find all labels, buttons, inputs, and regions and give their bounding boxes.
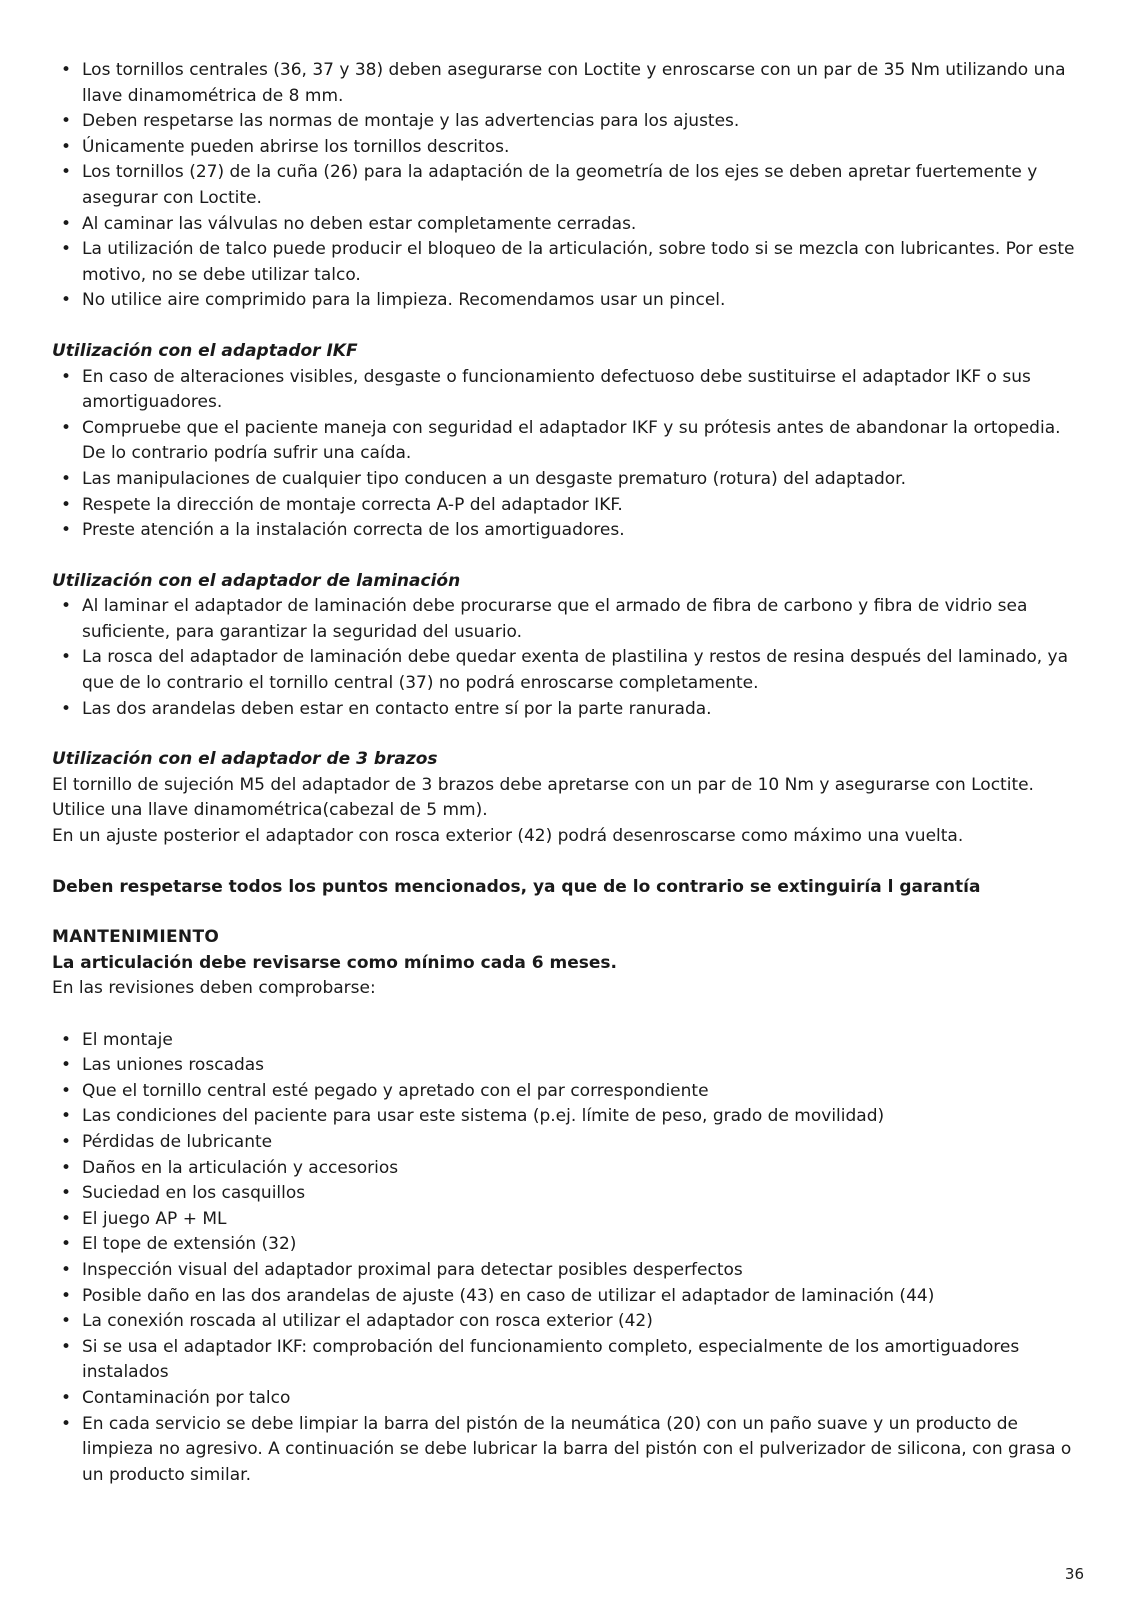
laminacion-bullet-list <box>52 594 1082 722</box>
list-item: • Compruebe que el paciente maneja con seguridad el adaptador IKF y su prótesis antes de abandonar la ortopedia. De lo contrario podría sufrir una caída. <box>52 416 1082 467</box>
list-item: • Preste atención a la instalación correcta de los amortiguadores. <box>52 518 1082 544</box>
list-item: • En cada servicio se debe limpiar la barra del pistón de la neumática (20) con un paño suave y un producto de limpieza no agresivo. A continuación se debe lubricar la barra del pistón con el pulverizador de silicona, con grasa o un producto similar. <box>52 1412 1082 1489</box>
warranty-warning: Deben respetarse todos los puntos mencionados, ya que de lo contrario se extinguiría l garantía <box>52 876 981 897</box>
list-item: • No utilice aire comprimido para la limpieza. Recomendamos usar un pincel. <box>52 288 1082 314</box>
list-item: • El juego AP + ML <box>52 1207 1082 1233</box>
section-heading: Utilización con el adaptador IKF <box>52 340 358 361</box>
list-item: • Respete la dirección de montaje correcta A-P del adaptador IKF. <box>52 493 1082 519</box>
list-item: • Que el tornillo central esté pegado y apretado con el par correspondiente <box>52 1079 1082 1105</box>
list-item: • Si se usa el adaptador IKF: comprobación del funcionamiento completo, especialmente de los amortiguadores instalados <box>52 1335 1082 1386</box>
maintenance-intro: En las revisiones deben comprobarse: <box>52 978 376 999</box>
list-item: • Contaminación por talco <box>52 1386 1082 1412</box>
spacer <box>52 1002 1082 1028</box>
ikf-bullet-list <box>52 365 1082 544</box>
list-item: • Las dos arandelas deben estar en contacto entre sí por la parte ranurada. <box>52 697 1082 723</box>
list-item: • Posible daño en las dos arandelas de ajuste (43) en caso de utilizar el adaptador de laminación (44) <box>52 1284 1082 1310</box>
list-item: • Los tornillos centrales (36, 37 y 38) deben asegurarse con Loctite y enroscarse con un par de 35 Nm utilizando una llave dinamométrica de 8 mm. <box>52 58 1082 109</box>
list-item: • La conexión roscada al utilizar el adaptador con rosca exterior (42) <box>52 1309 1082 1335</box>
paragraph-line: El tornillo de sujeción M5 del adaptador de 3 brazos debe apretarse con un par de 10 Nm y asegurarse con Loctite. <box>52 774 1034 795</box>
list-item: • El montaje <box>52 1028 1082 1054</box>
list-item: • Las condiciones del paciente para usar este sistema (p.ej. límite de peso, grado de movilidad) <box>52 1104 1082 1130</box>
paragraph-line: En un ajuste posterior el adaptador con rosca exterior (42) podrá desenroscarse como máximo una vuelta. <box>52 826 964 847</box>
list-item: • Al laminar el adaptador de laminación debe procurarse que el armado de fibra de carbono y fibra de vidrio sea suficiente, para garantizar la seguridad del usuario. <box>52 594 1082 645</box>
list-item: • Únicamente pueden abrirse los tornillos descritos. <box>52 135 1082 161</box>
list-item: • Las uniones roscadas <box>52 1053 1082 1079</box>
section-laminacion <box>52 569 1082 723</box>
maintenance-bullet-list <box>52 1028 1082 1489</box>
list-item: • Daños en la articulación y accesorios <box>52 1156 1082 1182</box>
list-item: • En caso de alteraciones visibles, desgaste o funcionamiento defectuoso debe sustituirse el adaptador IKF o sus amortiguadores. <box>52 365 1082 416</box>
list-item: • El tope de extensión (32) <box>52 1232 1082 1258</box>
list-item: • Deben respetarse las normas de montaje y las advertencias para los ajustes. <box>52 109 1082 135</box>
list-item: • Pérdidas de lubricante <box>52 1130 1082 1156</box>
list-item: • Inspección visual del adaptador proximal para detectar posibles desperfectos <box>52 1258 1082 1284</box>
page-number: 36 <box>1064 1565 1084 1583</box>
paragraph-line: Utilice una llave dinamométrica(cabezal de 5 mm). <box>52 800 488 821</box>
maintenance-subtitle: La articulación debe revisarse como mínimo cada 6 meses. <box>52 952 617 973</box>
section-tres-brazos <box>52 747 1082 849</box>
section-ikf <box>52 339 1082 544</box>
list-item: • Suciedad en los casquillos <box>52 1181 1082 1207</box>
section-heading: Utilización con el adaptador de 3 brazos <box>52 749 438 770</box>
list-item: • La utilización de talco puede producir el bloqueo de la articulación, sobre todo si se mezcla con lubricantes. Por este motivo, no se debe utilizar talco. <box>52 237 1082 288</box>
list-item: • Las manipulaciones de cualquier tipo conducen a un desgaste prematuro (rotura) del adaptador. <box>52 467 1082 493</box>
document-page <box>52 58 1082 1488</box>
list-item: • La rosca del adaptador de laminación debe quedar exenta de plastilina y restos de resina después del laminado, ya que de lo contrario el tornillo central (37) no podrá enroscarse completamente. <box>52 645 1082 696</box>
list-item: • Al caminar las válvulas no deben estar completamente cerradas. <box>52 212 1082 238</box>
maintenance-title: MANTENIMIENTO <box>52 927 220 948</box>
list-item: • Los tornillos (27) de la cuña (26) para la adaptación de la geometría de los ejes se deben apretar fuertemente y asegurar con Loctite. <box>52 160 1082 211</box>
intro-bullet-list <box>52 58 1082 314</box>
section-heading: Utilización con el adaptador de laminación <box>52 570 461 591</box>
